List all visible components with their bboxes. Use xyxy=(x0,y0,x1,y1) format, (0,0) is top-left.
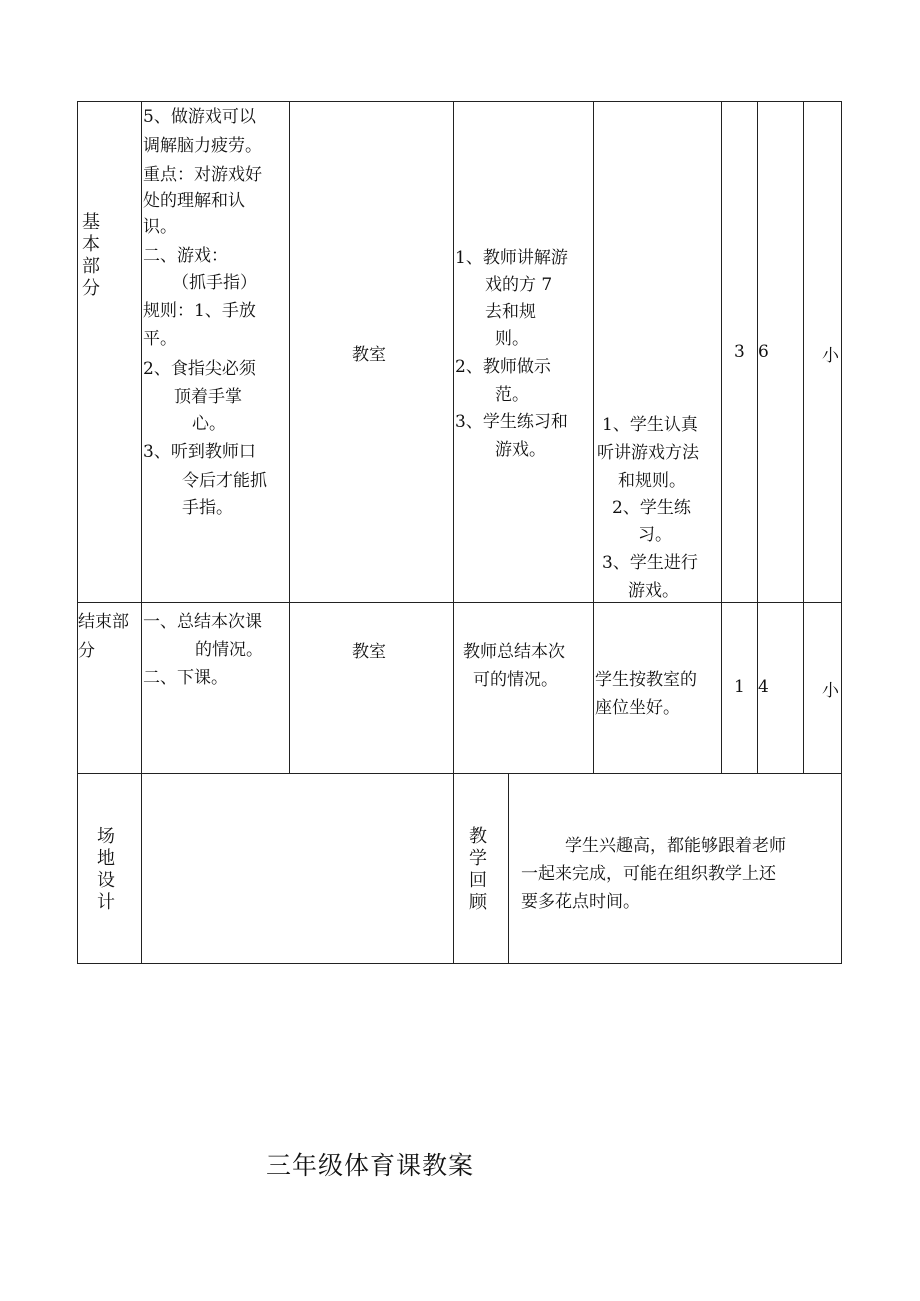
basic-student-line: 听讲游戏方法 xyxy=(597,443,699,463)
col-divider-count xyxy=(757,101,758,773)
col-divider-minutes xyxy=(803,101,804,773)
ending-teacher-line: 可的情况。 xyxy=(473,670,558,690)
ending-content-line: 的情况。 xyxy=(195,640,263,660)
review-line: 学生兴趣高，都能够跟着老师 xyxy=(565,836,786,856)
row-divider-basic-ending xyxy=(77,602,842,603)
basic-student-line: 游戏。 xyxy=(628,581,679,601)
basic-intensity: 小 xyxy=(822,346,839,366)
basic-content-line: 2、食指尖必须 xyxy=(143,359,256,379)
basic-content-line: 二、游戏： xyxy=(143,246,228,266)
basic-teacher-line: 范。 xyxy=(495,385,529,405)
ending-student-line: 学生按教室的 xyxy=(595,670,697,690)
basic-teacher-line: 去和规 xyxy=(485,302,536,322)
col-divider-review-label xyxy=(508,773,509,964)
basic-content-line: （抓手指） xyxy=(172,273,257,293)
basic-content-line: 令后才能抓 xyxy=(182,471,267,491)
basic-student-line: 1、学生认真 xyxy=(602,415,698,435)
col-divider-student xyxy=(721,101,722,773)
teaching-review-label: 教 学 回 顾 xyxy=(469,826,487,913)
basic-student-line: 3、学生进行 xyxy=(602,553,698,573)
basic-content-line: 平。 xyxy=(143,329,177,349)
ending-count: 1 xyxy=(734,677,745,697)
row-divider-ending-site xyxy=(77,773,842,774)
basic-student-line: 2、学生练 xyxy=(612,498,691,518)
basic-student-cell xyxy=(594,102,721,602)
basic-content-line: 重点：对游戏好 xyxy=(143,165,262,185)
basic-content-cell xyxy=(142,102,289,602)
basic-content-line: 识。 xyxy=(143,217,177,237)
ending-section-label-line: 结束部 xyxy=(78,612,129,632)
col-divider-content xyxy=(289,101,290,773)
ending-content-line: 二、下课。 xyxy=(143,668,228,688)
ending-intensity: 小 xyxy=(822,681,839,701)
basic-content-line: 调解脑力疲劳。 xyxy=(143,136,262,156)
ending-teacher-line: 教师总结本次 xyxy=(463,642,565,662)
basic-teacher-line: 则。 xyxy=(495,329,529,349)
basic-student-line: 习。 xyxy=(638,525,672,545)
table-left-border xyxy=(77,101,78,964)
basic-place: 教室 xyxy=(352,345,386,365)
table-bottom-border xyxy=(77,963,842,964)
lesson-plan-title: 三年级体育课教案 xyxy=(266,1151,475,1180)
basic-teacher-cell xyxy=(454,102,593,602)
ending-place: 教室 xyxy=(352,642,386,662)
review-line: 要多花点时间。 xyxy=(521,892,640,912)
basic-content-line: 顶着手掌 xyxy=(174,387,242,407)
site-design-label: 场 地 设 计 xyxy=(97,826,115,913)
basic-content-line: 规则：1、手放 xyxy=(143,301,256,321)
ending-section-label-line: 分 xyxy=(78,641,95,661)
basic-content-line: 3、听到教师口 xyxy=(143,442,256,462)
review-line: 一起来完成，可能在组织教学上还 xyxy=(521,864,776,884)
basic-minutes: 6 xyxy=(758,342,769,362)
basic-student-line: 和规则。 xyxy=(618,471,686,491)
table-right-border xyxy=(841,101,842,964)
ending-minutes: 4 xyxy=(758,677,769,697)
ending-student-line: 座位坐好。 xyxy=(595,698,680,718)
basic-content-line: 5、做游戏可以 xyxy=(143,107,256,127)
basic-content-line: 处的理解和认 xyxy=(143,191,245,211)
basic-section-label: 基 本 部 分 xyxy=(82,212,100,299)
basic-teacher-line: 戏的方 7 xyxy=(485,275,553,295)
basic-teacher-line: 2、教师做示 xyxy=(455,357,551,377)
basic-content-line: 手指。 xyxy=(182,498,233,518)
basic-content-line: 心。 xyxy=(192,414,226,434)
basic-count: 3 xyxy=(734,342,745,362)
basic-teacher-line: 游戏。 xyxy=(495,440,546,460)
basic-teacher-line: 1、教师讲解游 xyxy=(455,248,568,268)
basic-teacher-line: 3、学生练习和 xyxy=(455,412,568,432)
ending-content-line: 一、总结本次课 xyxy=(143,612,262,632)
